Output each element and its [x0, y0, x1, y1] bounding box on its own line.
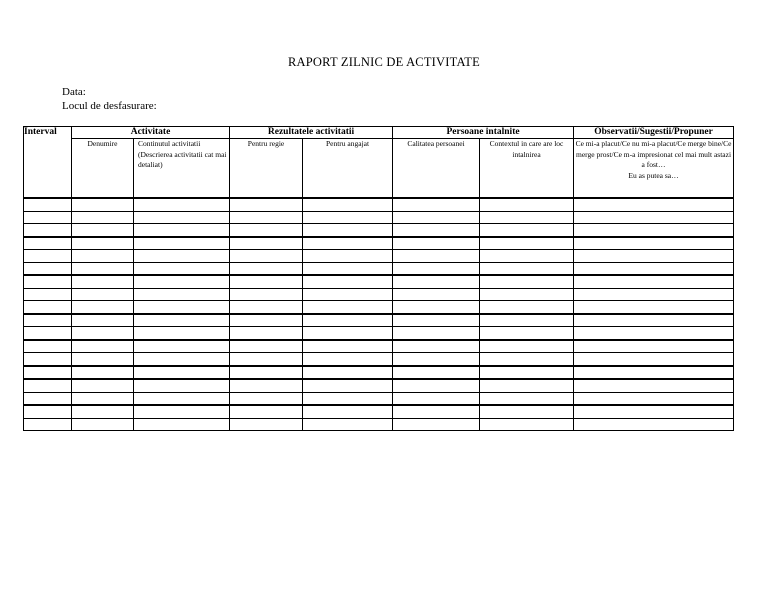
table-cell[interactable]	[134, 392, 230, 405]
table-row	[24, 379, 734, 392]
table-cell[interactable]	[480, 288, 574, 301]
table-cell[interactable]	[480, 211, 574, 224]
table-cell[interactable]	[72, 224, 134, 237]
for-employee-subheader: Pentru angajat	[303, 139, 393, 199]
table-cell[interactable]	[393, 288, 480, 301]
place-label: Locul de desfasurare:	[62, 100, 157, 112]
table-cell[interactable]	[574, 198, 734, 211]
table-cell[interactable]	[230, 340, 303, 353]
table-cell[interactable]	[303, 353, 393, 366]
table-cell[interactable]	[72, 366, 134, 380]
table-cell[interactable]	[134, 301, 230, 314]
table-cell[interactable]	[303, 198, 393, 211]
table-cell[interactable]	[574, 366, 734, 380]
observations-subheader	[574, 139, 734, 199]
table-cell[interactable]	[72, 262, 134, 275]
table-cell[interactable]	[574, 405, 734, 418]
table-row	[24, 224, 734, 237]
table-cell[interactable]	[134, 418, 230, 431]
table-cell[interactable]	[574, 327, 734, 340]
table-row	[24, 405, 734, 418]
table-row	[24, 250, 734, 263]
table-cell[interactable]	[134, 405, 230, 418]
interval-header: Interval	[24, 127, 72, 199]
table-cell[interactable]	[230, 211, 303, 224]
table-cell[interactable]	[230, 250, 303, 263]
table-cell[interactable]	[303, 418, 393, 431]
observations-group-header: Observatii/Sugestii/Propuner	[574, 127, 734, 139]
activity-report-table	[23, 126, 734, 431]
table-cell[interactable]	[72, 314, 134, 327]
table-cell[interactable]	[393, 405, 480, 418]
table-cell[interactable]	[24, 379, 72, 392]
table-cell[interactable]	[134, 262, 230, 275]
table-cell[interactable]	[393, 353, 480, 366]
table-row	[24, 314, 734, 327]
table-cell[interactable]	[134, 211, 230, 224]
observations-prompt: Ce mi-a placut/Ce nu mi-a placut/Ce merge bine/Ce merge prost/Ce m-a impresionat cel mai mult astazi a fost…	[575, 139, 732, 169]
table-cell[interactable]	[480, 340, 574, 353]
table-cell[interactable]	[230, 392, 303, 405]
table-row	[24, 392, 734, 405]
table-cell[interactable]	[72, 418, 134, 431]
results-group-header: Rezultatele activitatii	[230, 127, 393, 139]
table-row	[24, 211, 734, 224]
table-cell[interactable]	[393, 211, 480, 224]
content-subheader: Continutul activitatii (Descrierea activitatii cat mai detaliat)	[134, 139, 230, 199]
table-cell[interactable]	[574, 301, 734, 314]
table-cell[interactable]	[303, 327, 393, 340]
table-cell[interactable]	[303, 262, 393, 275]
table-cell[interactable]	[72, 327, 134, 340]
table-cell[interactable]	[134, 353, 230, 366]
table-row	[24, 237, 734, 250]
table-cell[interactable]	[24, 392, 72, 405]
table-cell[interactable]	[72, 211, 134, 224]
table-cell[interactable]	[574, 288, 734, 301]
table-cell[interactable]	[574, 262, 734, 275]
table-cell[interactable]	[134, 237, 230, 250]
table-cell[interactable]	[303, 288, 393, 301]
table-row	[24, 418, 734, 431]
table-cell[interactable]	[134, 314, 230, 327]
table-cell[interactable]	[24, 250, 72, 263]
table-row	[24, 327, 734, 340]
table-cell[interactable]	[393, 379, 480, 392]
subheader-row	[24, 139, 734, 199]
table-cell[interactable]	[303, 366, 393, 380]
table-cell[interactable]	[574, 211, 734, 224]
table-cell[interactable]	[303, 275, 393, 288]
table-cell[interactable]	[24, 211, 72, 224]
table-cell[interactable]	[24, 262, 72, 275]
table-cell[interactable]	[134, 250, 230, 263]
table-cell[interactable]	[393, 366, 480, 380]
table-cell[interactable]	[393, 250, 480, 263]
table-cell[interactable]	[393, 418, 480, 431]
table-cell[interactable]	[480, 301, 574, 314]
table-cell[interactable]	[480, 418, 574, 431]
table-cell[interactable]	[480, 314, 574, 327]
table-cell[interactable]	[303, 379, 393, 392]
table-cell[interactable]	[480, 262, 574, 275]
table-cell[interactable]	[24, 288, 72, 301]
table-cell[interactable]	[72, 379, 134, 392]
table-row	[24, 366, 734, 380]
table-cell[interactable]	[230, 405, 303, 418]
table-cell[interactable]	[24, 366, 72, 380]
table-cell[interactable]	[480, 392, 574, 405]
table-cell[interactable]	[480, 327, 574, 340]
table-row	[24, 340, 734, 353]
table-cell[interactable]	[230, 288, 303, 301]
person-quality-subheader: Calitatea persoanei	[393, 139, 480, 199]
persons-group-header: Persoane intalnite	[393, 127, 574, 139]
table-cell[interactable]	[393, 314, 480, 327]
table-cell[interactable]	[134, 327, 230, 340]
table-cell[interactable]	[303, 224, 393, 237]
table-cell[interactable]	[303, 301, 393, 314]
observations-prompt-2: Eu as putea sa…	[628, 170, 679, 180]
name-subheader: Denumire	[72, 139, 134, 199]
table-cell[interactable]	[480, 405, 574, 418]
table-row	[24, 288, 734, 301]
table-cell[interactable]	[72, 198, 134, 211]
table-cell[interactable]	[24, 275, 72, 288]
table-cell[interactable]	[480, 353, 574, 366]
table-cell[interactable]	[393, 237, 480, 250]
table-cell[interactable]	[303, 340, 393, 353]
table-cell[interactable]	[574, 392, 734, 405]
table-cell[interactable]	[72, 250, 134, 263]
table-cell[interactable]	[393, 392, 480, 405]
table-cell[interactable]	[574, 224, 734, 237]
table-cell[interactable]	[134, 275, 230, 288]
table-cell[interactable]	[24, 301, 72, 314]
table-cell[interactable]	[72, 237, 134, 250]
table-cell[interactable]	[230, 224, 303, 237]
table-cell[interactable]	[393, 301, 480, 314]
table-cell[interactable]	[480, 250, 574, 263]
table-cell[interactable]	[574, 418, 734, 431]
activity-group-header: Activitate	[72, 127, 230, 139]
table-cell[interactable]	[230, 275, 303, 288]
table-cell[interactable]	[480, 275, 574, 288]
table-cell[interactable]	[393, 224, 480, 237]
document-title: RAPORT ZILNIC DE ACTIVITATE	[288, 55, 480, 69]
table-cell[interactable]	[24, 418, 72, 431]
table-cell[interactable]	[303, 250, 393, 263]
table-cell[interactable]	[574, 340, 734, 353]
table-cell[interactable]	[24, 340, 72, 353]
date-label: Data:	[62, 86, 86, 98]
table-cell[interactable]	[134, 198, 230, 211]
table-row	[24, 262, 734, 275]
table-cell[interactable]	[134, 366, 230, 380]
table-row	[24, 353, 734, 366]
table-cell[interactable]	[480, 224, 574, 237]
meeting-context-subheader: Contextul in care are loc intalnirea	[480, 139, 574, 199]
table-cell[interactable]	[480, 198, 574, 211]
table-cell[interactable]	[24, 237, 72, 250]
table-cell[interactable]	[230, 353, 303, 366]
for-company-subheader: Pentru regie	[230, 139, 303, 199]
table-cell[interactable]	[230, 327, 303, 340]
table-cell[interactable]	[480, 366, 574, 380]
table-cell[interactable]	[393, 275, 480, 288]
table-cell[interactable]	[230, 198, 303, 211]
table-cell[interactable]	[134, 288, 230, 301]
table-row	[24, 275, 734, 288]
table-cell[interactable]	[72, 340, 134, 353]
table-cell[interactable]	[72, 275, 134, 288]
table-row	[24, 301, 734, 314]
table-cell[interactable]	[230, 366, 303, 380]
table-cell[interactable]	[230, 262, 303, 275]
table-cell[interactable]	[393, 198, 480, 211]
table-row	[24, 198, 734, 211]
table-cell[interactable]	[134, 340, 230, 353]
table-cell[interactable]	[134, 379, 230, 392]
group-header-row	[24, 127, 734, 139]
table-cell[interactable]	[24, 314, 72, 327]
table-cell[interactable]	[574, 353, 734, 366]
table-cell[interactable]	[24, 353, 72, 366]
table-cell[interactable]	[72, 288, 134, 301]
table-cell[interactable]	[574, 237, 734, 250]
table-cell[interactable]	[303, 392, 393, 405]
empty-rows	[24, 198, 734, 431]
table-cell[interactable]	[230, 301, 303, 314]
table-cell[interactable]	[303, 237, 393, 250]
table-cell[interactable]	[574, 275, 734, 288]
table-cell[interactable]	[72, 301, 134, 314]
table-cell[interactable]	[303, 211, 393, 224]
table-cell[interactable]	[230, 379, 303, 392]
table-cell[interactable]	[72, 353, 134, 366]
table-cell[interactable]	[574, 379, 734, 392]
table-cell[interactable]	[480, 379, 574, 392]
table-cell[interactable]	[393, 262, 480, 275]
table-cell[interactable]	[303, 405, 393, 418]
table-cell[interactable]	[393, 327, 480, 340]
table-cell[interactable]	[303, 314, 393, 327]
table-cell[interactable]	[24, 198, 72, 211]
table-cell[interactable]	[230, 237, 303, 250]
table-cell[interactable]	[24, 327, 72, 340]
table-cell[interactable]	[24, 405, 72, 418]
table-cell[interactable]	[480, 237, 574, 250]
table-cell[interactable]	[134, 224, 230, 237]
table-cell[interactable]	[24, 224, 72, 237]
table-cell[interactable]	[72, 392, 134, 405]
table-cell[interactable]	[574, 250, 734, 263]
table-cell[interactable]	[72, 405, 134, 418]
table-cell[interactable]	[230, 418, 303, 431]
table-cell[interactable]	[393, 340, 480, 353]
table-cell[interactable]	[230, 314, 303, 327]
table-cell[interactable]	[574, 314, 734, 327]
